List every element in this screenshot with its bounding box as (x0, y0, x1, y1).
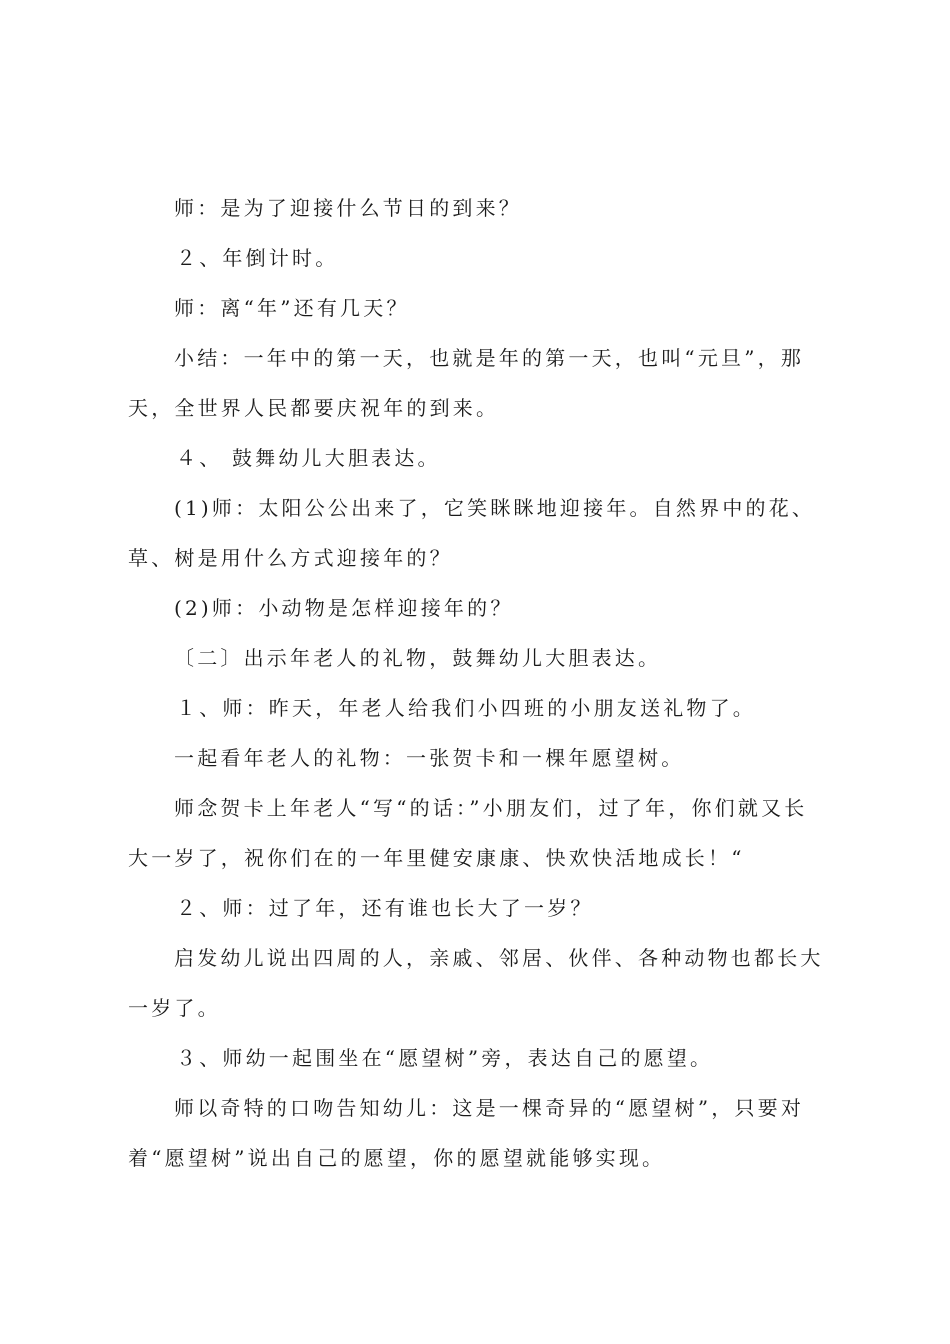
paragraph-step-2-countdown: ２、年倒计时。 (176, 246, 339, 270)
paragraph-step-3-wish-tree: ３、师幼一起围坐在“愿望树”旁，表达自己的愿望。 (176, 1046, 714, 1070)
paragraph-wish-tree-explain: 师以奇特的口吻告知幼儿：这是一棵奇异的“愿望树”，只要对着“愿望树”说出自己的愿望，你的愿望就能够实现。 (128, 1096, 805, 1170)
paragraph-section-2-gifts: 〔二〕出示年老人的礼物，鼓舞幼儿大胆表达。 (174, 646, 662, 670)
paragraph-read-card: 师念贺卡上年老人“写“的话：”小朋友们，过了年，你们就又长大一岁了，祝你们在的一年里健安康康、快欢快活地成长！“ (128, 796, 808, 870)
paragraph-step-1-gift: １、师：昨天，年老人给我们小四班的小朋友送礼物了。 (176, 696, 756, 720)
paragraph-step-2-who-grew: ２、师：过了年，还有谁也长大了一岁？ (176, 896, 594, 920)
paragraph-inspire-children: 启发幼儿说出四周的人，亲戚、邻居、伙伴、各种动物也都长大一岁了。 (128, 946, 824, 1020)
document-body (128, 183, 830, 1183)
paragraph-summary-new-year: 小结：一年中的第一天，也就是年的第一天，也叫“元旦”，那天，全世界人民都要庆祝年的到来。 (128, 346, 805, 420)
paragraph-teacher-question-days: 师：离“年”还有几天？ (174, 296, 410, 320)
paragraph-question-1-sun: (1)师：太阳公公出来了，它笑眯眯地迎接年。自然界中的花、草、树是用什么方式迎接年的？ (128, 496, 816, 570)
paragraph-question-2-animals: (2)师：小动物是怎样迎接年的？ (174, 596, 514, 620)
paragraph-teacher-question-holiday: 师：是为了迎接什么节日的到来？ (174, 196, 522, 220)
paragraph-step-4-encourage: ４、 鼓舞幼儿大胆表达。 (176, 446, 441, 470)
paragraph-look-at-gifts: 一起看年老人的礼物：一张贺卡和一棵年愿望树。 (174, 746, 685, 770)
